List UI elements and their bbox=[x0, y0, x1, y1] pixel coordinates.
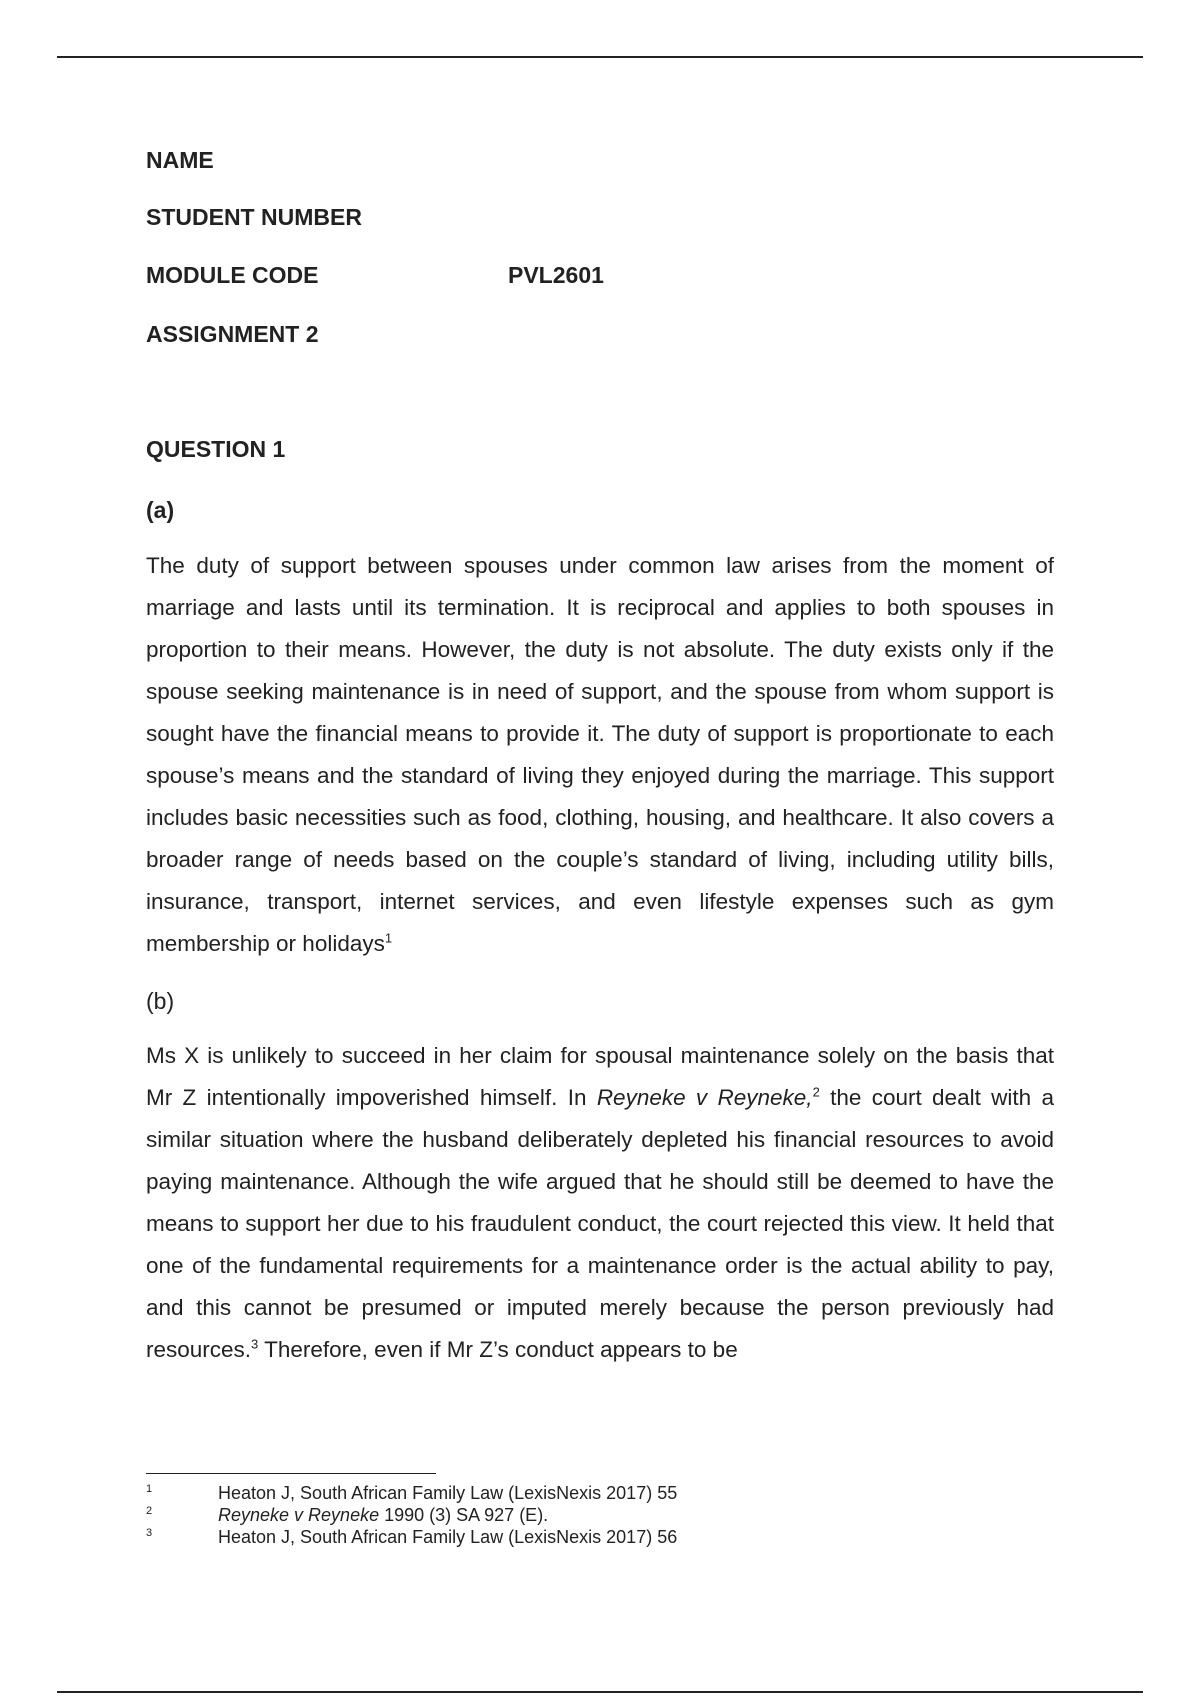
bottom-rule bbox=[57, 1691, 1143, 1693]
footnote-text: Heaton J, South African Family Law (LexisNexis 2017) 55 bbox=[218, 1483, 678, 1503]
footnote-case-name: Reyneke v Reyneke bbox=[218, 1505, 380, 1525]
footnote-ref-2: 2 bbox=[812, 1084, 820, 1100]
part-b-paragraph bbox=[146, 1035, 1054, 1371]
document-body bbox=[146, 0, 1054, 1700]
footnote-2 bbox=[146, 1504, 1046, 1526]
footnote-number: 1 bbox=[146, 1483, 153, 1495]
footnote-1 bbox=[146, 1482, 1046, 1504]
assignment-label: ASSIGNMENT 2 bbox=[146, 321, 319, 347]
part-b-label: (b) bbox=[146, 988, 175, 1014]
footnote-3 bbox=[146, 1526, 1046, 1548]
student-number-label: STUDENT NUMBER bbox=[146, 204, 362, 230]
footnote-text: Heaton J, South African Family Law (LexisNexis 2017) 56 bbox=[218, 1527, 678, 1547]
part-b-case-name: Reyneke v Reyneke, bbox=[596, 1085, 813, 1110]
footnote-number: 3 bbox=[146, 1527, 153, 1539]
part-b-text-3: Therefore, even if Mr Z’s conduct appears to be bbox=[258, 1337, 738, 1362]
footnote-separator bbox=[146, 1473, 436, 1474]
footnote-ref-3: 3 bbox=[251, 1336, 259, 1352]
footnote-citation: 1990 (3) SA 927 (E). bbox=[379, 1505, 549, 1525]
footnote-ref-1: 1 bbox=[384, 930, 393, 946]
name-label: NAME bbox=[146, 147, 214, 173]
part-a-label: (a) bbox=[146, 497, 175, 523]
footnote-number: 2 bbox=[146, 1505, 153, 1517]
module-code-value: PVL2601 bbox=[508, 262, 604, 288]
part-b-text-1: Ms X is unlikely to succeed in her claim for spousal maintenance solely on the basis that Mr Z intentionally impoverished himself. In bbox=[146, 1043, 1054, 1110]
part-b-text-2: the court dealt with a similar situation where the husband deliberately depleted his financial resources to avoid paying maintenance. Although the wife argued that he should still be deemed to have the means to support her due to his fraudulent conduct, the court rejected this view. It held that one of the fundamental requirements for a maintenance order is the actual ability to pay, and this cannot be presumed or imputed merely because the person previously had resources. bbox=[146, 1085, 1054, 1362]
footnote-text bbox=[218, 1504, 548, 1526]
footnotes bbox=[146, 1482, 1046, 1548]
question-title: QUESTION 1 bbox=[146, 436, 286, 462]
part-a-paragraph bbox=[146, 545, 1054, 965]
module-code-label: MODULE CODE bbox=[146, 262, 319, 288]
part-a-text: The duty of support between spouses under common law arises from the moment of marriage and lasts until its termination. It is reciprocal and applies to both spouses in proportion to their means. However, the duty is not absolute. The duty exists only if the spouse seeking maintenance is in need of support, and the spouse from whom support is sought have the financial means to provide it. The duty of support is proportionate to each spouse’s means and the standard of living they enjoyed during the marriage. This support includes basic necessities such as food, clothing, housing, and healthcare. It also covers a broader range of needs based on the couple’s standard of living, including utility bills, insurance, transport, internet services, and even lifestyle expenses such as gym membership or holidays bbox=[146, 553, 1054, 956]
